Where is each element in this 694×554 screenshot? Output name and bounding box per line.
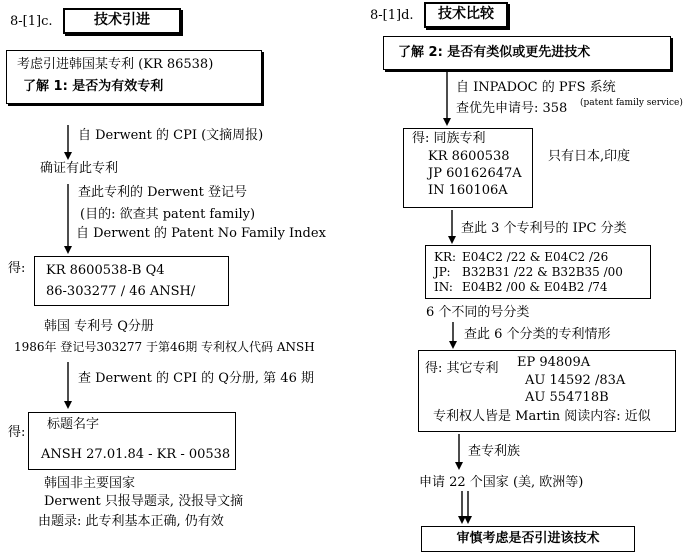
left-box-2-line-2: 86-303277 / 46 ANSH/ <box>46 284 196 299</box>
right-box-4-label: 得: 其它专利 <box>425 361 499 376</box>
left-note-2: 1986年 登记号303277 于第46期 专利权人代码 ANSH <box>14 340 315 354</box>
right-box-2-item-1: KR 8600538 <box>428 149 510 164</box>
right-apply-text: 申请 22 个国家 (美, 欧洲等) <box>419 475 584 490</box>
right-diff-text: 6 个不同的号分类 <box>426 305 530 320</box>
right-box-2-note: 只有日本,印度 <box>548 149 631 164</box>
left-note-3: 韩国非主要国家 <box>44 476 136 491</box>
left-note-1: 韩国 专利号 Q分册 <box>44 319 154 334</box>
right-step-4: 查专利族 <box>468 444 521 459</box>
left-confirm-text: 确证有此专利 <box>40 161 119 176</box>
left-box-1-line-2: 了解 1: 是否为有效专利 <box>23 79 164 94</box>
right-box-3-row-1-code: KR: <box>434 250 457 264</box>
right-box-4-footer: 专利权人皆是 Martin 阅读内容: 近似 <box>433 409 651 424</box>
right-box-1-text: 了解 2: 是否有类似或更先进技术 <box>398 45 591 60</box>
left-section-number: 8-[1]c. <box>10 14 53 29</box>
left-section-title: 技术引进 <box>63 8 181 34</box>
right-box-3-row-2-code: JP: <box>434 265 451 279</box>
right-final-box-text: 审慎考虑是否引进该技术 <box>456 531 600 546</box>
right-box-3-row-2-class: B32B31 /22 & B32B35 /00 <box>462 265 623 279</box>
left-step-2a: 查此专利的 Derwent 登记号 <box>78 185 248 200</box>
left-box-2-line-1: KR 8600538-B Q4 <box>46 263 165 278</box>
left-step-2b: (目的: 欲查其 patent family) <box>80 207 256 222</box>
right-box-3-row-1-class: E04C2 /22 & E04C2 /26 <box>462 250 609 264</box>
right-box-3-row-3-class: E04B2 /00 & E04B2 /74 <box>462 280 608 294</box>
left-note-5: 由题录: 此专利基本正确, 仍有效 <box>38 514 224 529</box>
left-step-1: 自 Derwent 的 CPI (文摘周报) <box>78 128 264 143</box>
right-box-4-item-2: AU 14592 /83A <box>525 373 626 388</box>
right-step-1b: 查优先申请号: 358 <box>456 101 568 116</box>
right-step-2: 查此 3 个专利号的 IPC 分类 <box>461 221 627 236</box>
right-box-2-item-3: IN 160106A <box>428 183 508 198</box>
left-got-label-1: 得: <box>8 261 26 276</box>
right-step-1a: 自 INPADOC 的 PFS 系统 <box>456 80 616 95</box>
left-got-label-2: 得: <box>8 425 26 440</box>
left-note-4: Derwent 只报导题录, 没报导文摘 <box>44 494 244 509</box>
right-box-2-item-2: JP 60162647A <box>428 166 522 181</box>
right-box-2-title: 得: 同族专利 <box>412 131 486 146</box>
right-section-number: 8-[1]d. <box>370 8 414 23</box>
right-box-3-row-3-code: IN: <box>434 280 453 294</box>
right-box-4-item-1: EP 94809A <box>517 355 591 370</box>
right-step-1-note: (patent family service) <box>580 98 683 108</box>
left-box-3-line-1: 标题名字 <box>47 417 100 432</box>
left-step-2c: 自 Derwent 的 Patent No Family Index <box>76 226 326 241</box>
right-step-3: 查此 6 个分类的专利情形 <box>464 327 611 342</box>
right-section-title: 技术比较 <box>424 2 508 28</box>
right-box-4-item-3: AU 554718B <box>525 390 609 405</box>
left-box-1-line-1: 考虑引进韩国某专利 (KR 86538) <box>17 57 214 72</box>
left-box-3-line-2: ANSH 27.01.84 - KR - 00538 <box>41 447 231 462</box>
left-step-3: 查 Derwent 的 CPI 的 Q分册, 第 46 期 <box>78 371 314 386</box>
